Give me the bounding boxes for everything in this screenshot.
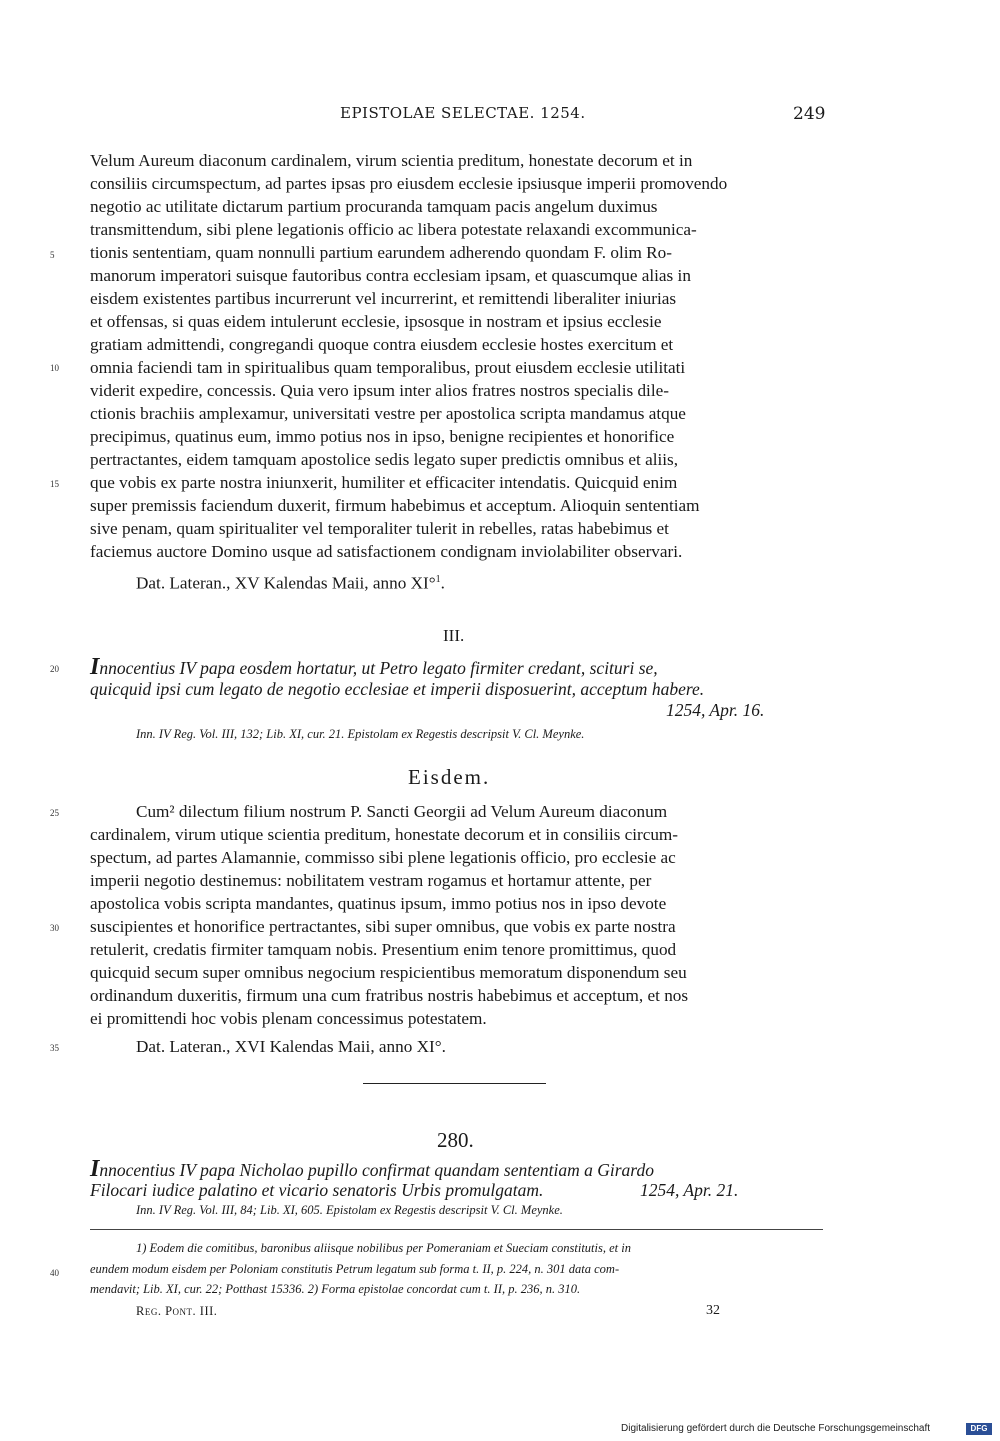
text-line: quicquid secum super omnibus negocium respicientibus memoratum disponendum seu [90,963,687,982]
text-line: retulerit, credatis firmiter tamquam nobis. Presentium enim tenore promittimus, quod [90,940,677,959]
dating-line: Dat. Lateran., XV Kalendas Maii, anno XI°$^1$. [136,573,445,593]
text-line: viderit expedire, concessis. Quia vero ipsum inter alios fratres nostros specialis dile- [90,381,669,400]
text-line: sive penam, quam spiritualiter vel temporaliter tulerit in rebelles, ratas habebimus et [90,519,669,538]
section-separator [363,1083,546,1084]
text-line: negotio ac utilitate dictarum partium procuranda tamquam pacis angelum duximus [90,197,658,216]
text-line: Velum Aureum diaconum cardinalem, virum scientia preditum, honestate decorum et in [90,151,693,170]
text-line: ordinandum duxeritis, firmum una cum fratribus nostris habebimus et acceptum, et nos [90,986,689,1005]
summary-line: Filocari iudice palatino et vicario senatoris Urbis promulgatam. [90,1180,544,1200]
initial: I [90,654,100,680]
digitization-note: Digitalisierung gefördert durch die Deutsche Forschungsgemeinschaft [621,1423,931,1434]
section-numeral: III. [443,626,465,645]
summary-date: 1254, Apr. 16. [666,700,765,720]
margin-line-number: 15 [50,479,59,489]
signature-number: 32 [706,1303,720,1318]
text-line: precipimus, quatinus eum, immo potius nos in ipso, benigne recipientes et honorifice [90,427,675,446]
text-line: consiliis circumspectum, ad partes ipsas pro eiusdem ecclesie ipsiusque imperii promovendo [90,174,728,193]
footnote-line: mendavit; Lib. XI, cur. 22; Potthast 15336. 2) Forma epistolae concordat cum t. II, p. 236, n. 310. [90,1282,581,1296]
text-line: tionis sententiam, quam nonnulli partium earundem adherendo quondam F. olim Ro- [90,243,672,262]
initial: I [90,1156,100,1182]
text-line: eisdem existentes partibus incurrerunt vel incurrerint, et remittendi liberaliter iniurias [90,289,677,308]
summary-line: Innocentius IV papa eosdem hortatur, ut Petro legato firmiter credant, scituri se, [90,654,658,680]
text-line: transmittendum, sibi plene legationis officio ac libera potestate relaxandi excommunica- [90,220,697,239]
source-note: Inn. IV Reg. Vol. III, 84; Lib. XI, 605. Epistolam ex Regestis descripsit V. Cl. Meynke. [136,1203,563,1217]
summary-line: Innocentius IV papa Nicholao pupillo confirmat quandam sententiam a Girardo [90,1156,654,1182]
margin-line-number: 40 [50,1268,59,1278]
text-line: manorum imperatori suisque fautoribus contra ecclesiam ipsam, et quascumque alias in [90,266,691,285]
text-line: super premissis faciendum duxerit, firmum habebimus et acceptum. Alioquin sententiam [90,496,700,515]
text-line: gratiam admittendi, congregandi quoque contra eiusdem ecclesie hostes exercitum et [90,335,674,354]
text-line: imperii negotio destinemus: nobilitatem vestram rogamus et hortamur attente, per [90,871,652,890]
text-line: faciemus auctore Domino usque ad satisfactionem condignam inviolabiliter observari. [90,542,683,561]
text-line: ctionis brachiis amplexamur, universitati vestre per apostolica scripta mandamus atque [90,404,686,423]
address-heading: Eisdem. [408,765,491,789]
footnote-line: eundem modum eisdem per Poloniam constitutis Petrum legatum sub forma t. II, p. 224, n. 301 data com- [90,1262,620,1276]
dfg-logo: DFG [966,1423,992,1435]
summary-line: quicquid ipsi cum legato de negotio ecclesiae et imperii disposuerint, acceptum habere. [90,679,705,699]
text-line: que vobis ex parte nostra iniunxerit, humiliter et efficaciter intendatis. Quicquid enim [90,473,678,492]
source-note: Inn. IV Reg. Vol. III, 132; Lib. XI, cur. 21. Epistolam ex Regestis descripsit V. Cl. Meynke. [136,727,585,741]
text-line: cardinalem, virum utique scientia preditum, honestate decorum et in consiliis circum- [90,825,679,844]
text-line: Cum² dilectum filium nostrum P. Sancti Georgii ad Velum Aureum diaconum [136,802,668,821]
dating-line: Dat. Lateran., XVI Kalendas Maii, anno XI°. [136,1037,446,1056]
margin-line-number: 5 [50,250,55,260]
margin-line-number: 30 [50,923,59,933]
text-line: apostolica vobis scripta mandantes, quatinus ipsum, immo potius nos in ipso devote [90,894,667,913]
running-title: EPISTOLAE SELECTAE. 1254. [340,104,586,122]
text-line: ei promittendi hoc vobis plenam concessimus potestatem. [90,1009,487,1028]
page-number: 249 [793,104,826,124]
text-line: omnia faciendi tam in spiritualibus quam temporalibus, prout eiusdem ecclesie utilitati [90,358,686,377]
text-line: suscipientes et honorifice pertractantes, sibi super omnibus, que vobis ex parte nostra [90,917,676,936]
text-line: spectum, ad partes Alamannie, commisso sibi plene legationis officio, pro ecclesie ac [90,848,676,867]
signature-mark: Reg. Pont. III. [136,1304,218,1318]
footnote-line: 1) Eodem die comitibus, baronibus aliisque nobilibus per Pomeraniam et Sueciam constitutis, et in [136,1241,631,1255]
document-number: 280. [437,1128,474,1152]
margin-line-number: 25 [50,808,59,818]
text-line: pertractantes, eidem tamquam apostolice sedis legato super predictis omnibus et aliis, [90,450,679,469]
margin-line-number: 20 [50,664,59,674]
margin-line-number: 35 [50,1043,59,1053]
text-line: et offensas, si quas eidem intulerunt ecclesie, ipsosque in nostram et ipsius ecclesie [90,312,662,331]
summary-date: 1254, Apr. 21. [640,1180,739,1200]
margin-line-number: 10 [50,363,59,373]
footnote-separator [90,1229,823,1230]
